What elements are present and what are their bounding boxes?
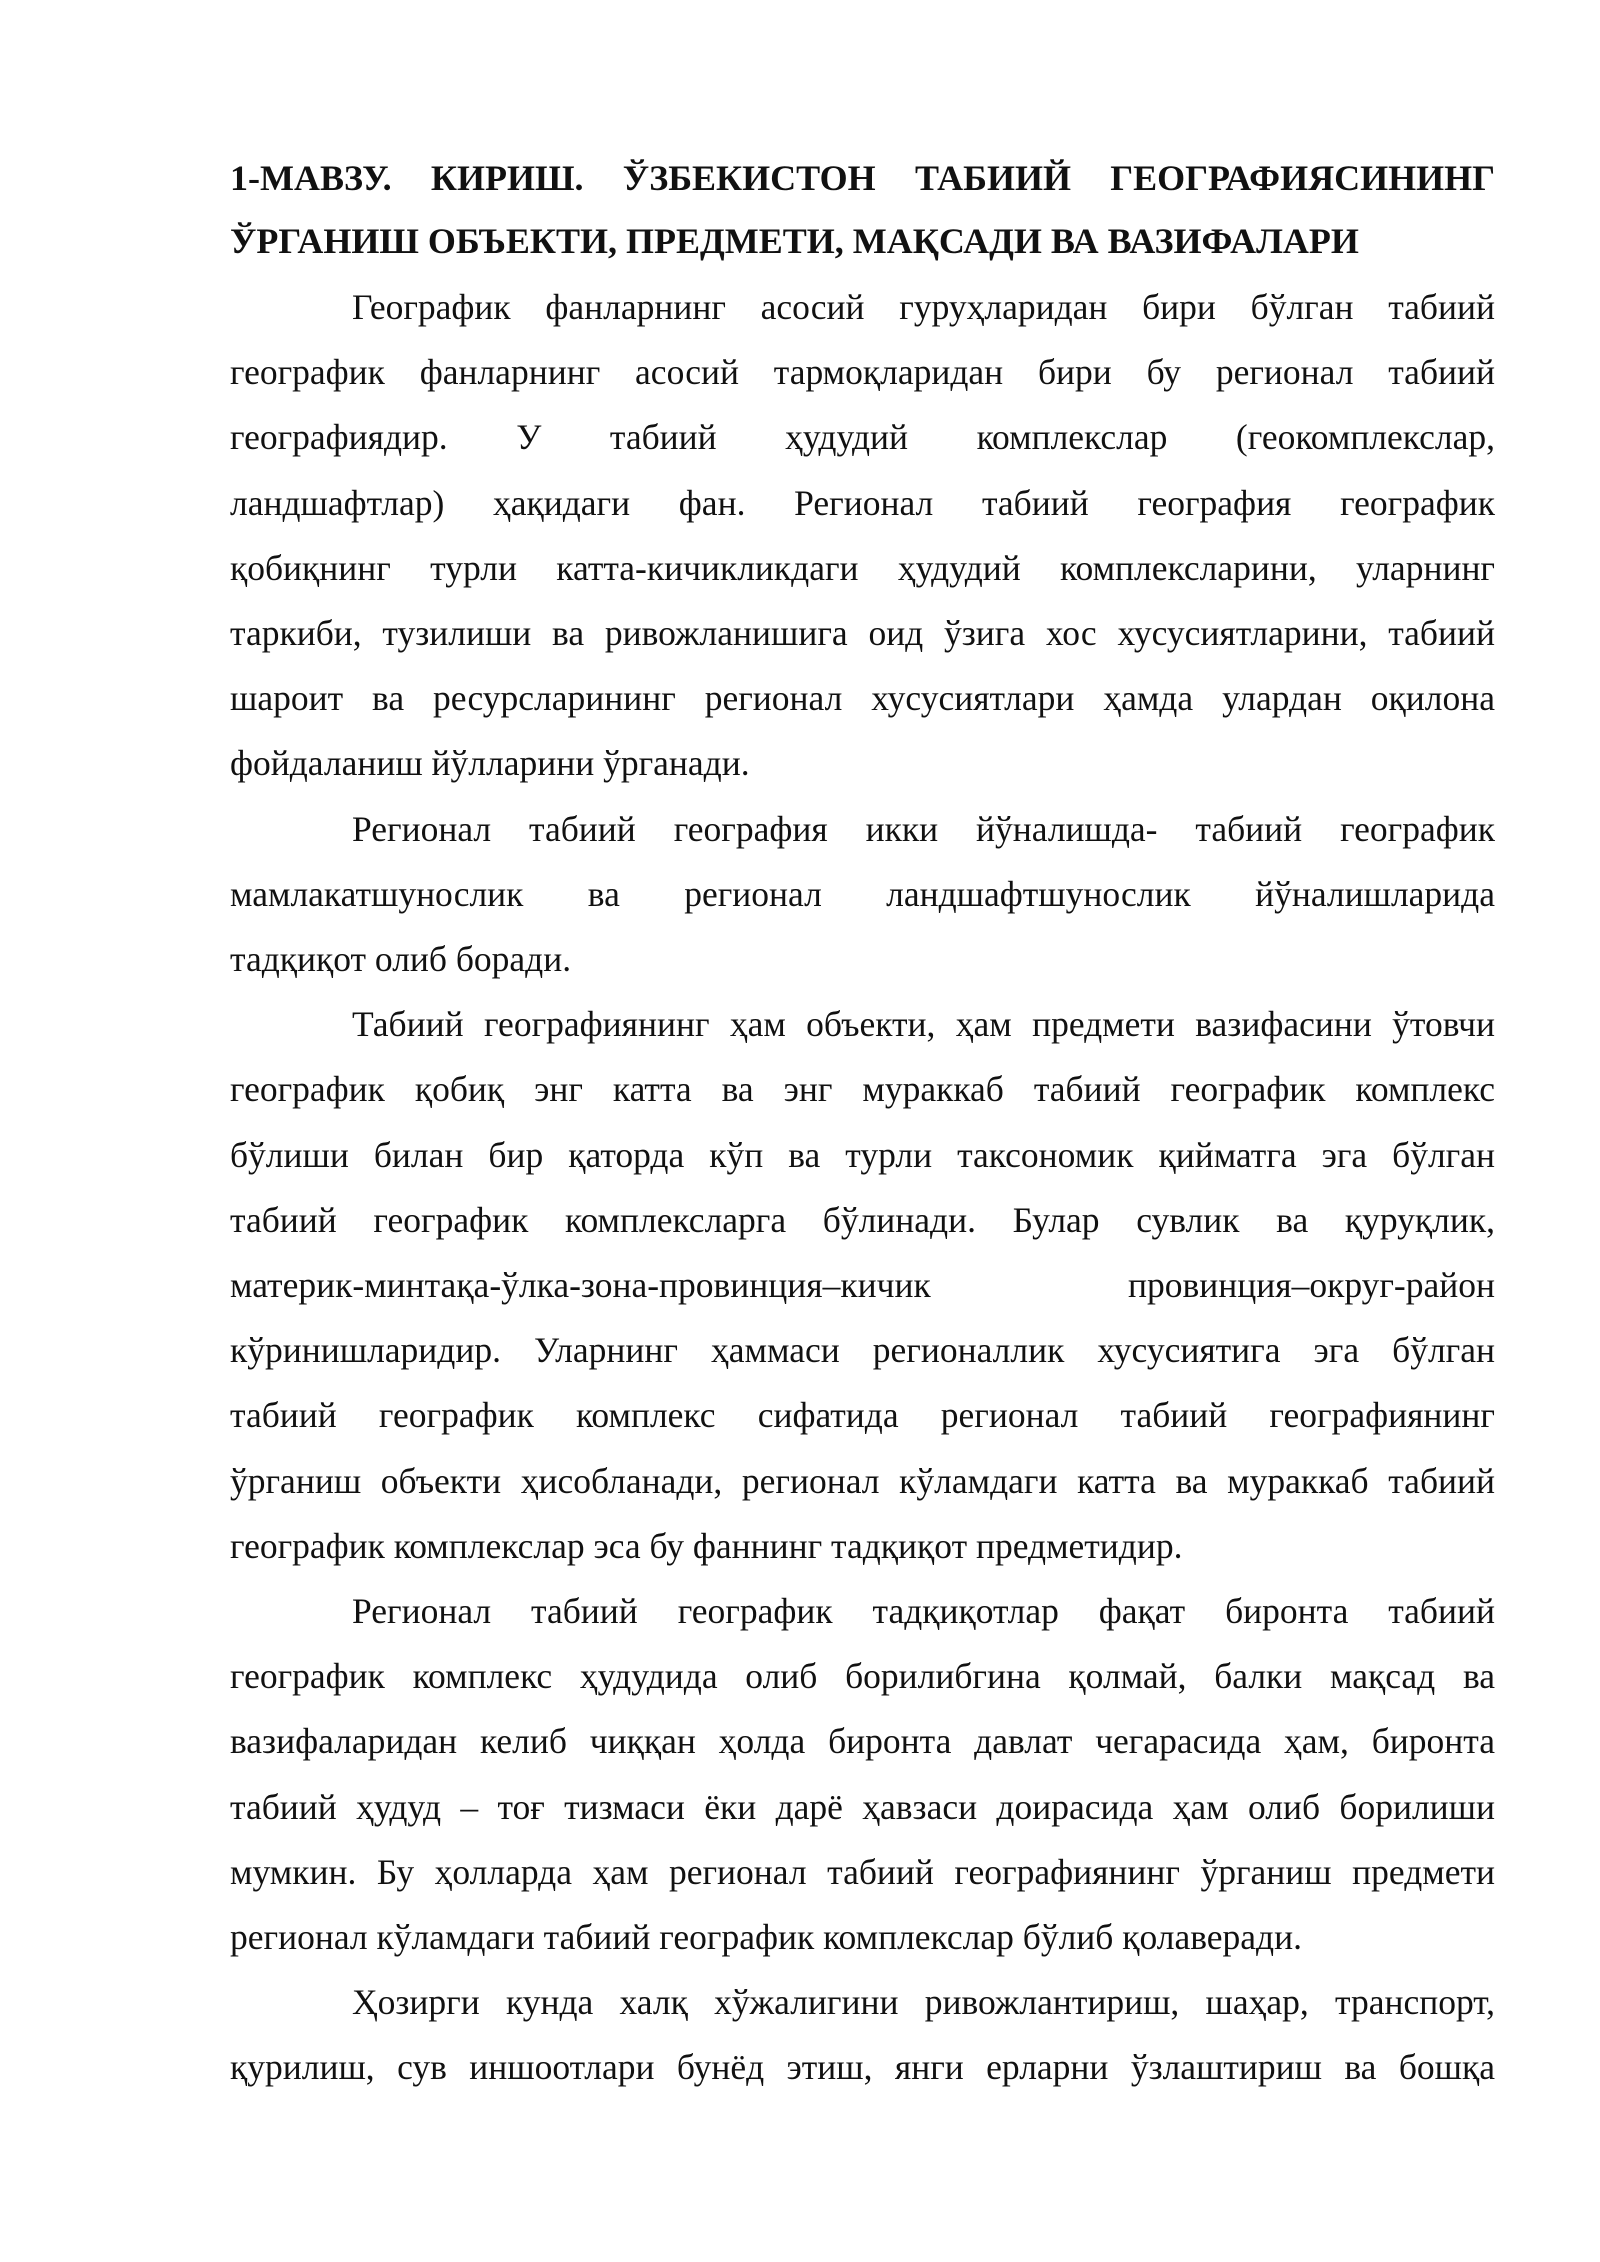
paragraph-line: ландшафтлар) ҳақидаги фан. Регионал табиий география географик: [230, 482, 1495, 523]
paragraph-line: географик фанларнинг асосий тармоқларидан бири бу регионал табиий: [230, 352, 1495, 393]
paragraph-line: табиий географик комплексларга бўлинади. Булар сувлик ва қуруқлик,: [230, 1199, 1495, 1240]
paragraph-line: материк-минтақа-ўлка-зона-провинция–кичик провинция–округ-район: [230, 1265, 1495, 1306]
title-line-2: ЎРГАНИШ ОБЪЕКТИ, ПРЕДМЕТИ, МАҚСАДИ ВА ВАЗИФАЛАРИ: [230, 221, 1359, 261]
paragraph-line: шароит ва ресурсларининг регионал хусусиятлари ҳамда улардан оқилона: [230, 678, 1495, 719]
paragraph-line: Ҳозирги кунда халқ хўжалигини ривожлантириш, шаҳар, транспорт,: [352, 1982, 1495, 2023]
paragraph-line: қурилиш, сув иншоотлари бунёд этиш, янги ерларни ўзлаштириш ва бошқа: [230, 2047, 1495, 2088]
paragraph-3: [230, 992, 1495, 1579]
paragraph-line: географиядир. У табиий ҳудудий комплекслар (геокомплекслар,: [230, 417, 1495, 458]
paragraph-line: бўлиши билан бир қаторда кўп ва турли таксономик қийматга эга бўлган: [230, 1134, 1495, 1175]
paragraph-line: ўрганиш объекти ҳисобланади, регионал кўламдаги катта ва мураккаб табиий: [230, 1460, 1495, 1501]
paragraph-line: таркиби, тузилиши ва ривожланишига оид ўзига хос хусусиятларини, табиий: [230, 613, 1495, 654]
paragraph-line: қобиқнинг турли катта-кичикликдаги ҳудудий комплексларини, уларнинг: [230, 547, 1495, 588]
paragraph-line: кўринишларидир. Уларнинг ҳаммаси регионаллик хусусиятига эга бўлган: [230, 1330, 1495, 1371]
paragraph-line: Географик фанларнинг асосий гуруҳларидан бири бўлган табиий: [352, 287, 1495, 327]
document-title: [230, 147, 1495, 273]
paragraph-line: табиий ҳудуд – тоғ тизмаси ёки дарё ҳавзаси доирасида ҳам олиб борилиши: [230, 1786, 1495, 1827]
paragraph-line: географик комплекс ҳудудида олиб борилибгина қолмай, балки мақсад ва: [230, 1656, 1495, 1697]
paragraph-line: Регионал табиий география икки йўналишда- табиий географик: [352, 808, 1495, 849]
paragraph-line: географик комплекслар эса бу фаннинг тадқиқот предметидир.: [230, 1525, 1183, 1566]
paragraph-line: табиий географик комплекс сифатида регионал табиий географиянинг: [230, 1395, 1495, 1436]
paragraph-line: вазифаларидан келиб чиққан ҳолда биронта давлат чегарасида ҳам, биронта: [230, 1721, 1495, 1762]
document-body: [230, 147, 1495, 2101]
paragraph-5: [230, 1970, 1495, 2100]
paragraph-line: регионал кўламдаги табиий географик комплекслар бўлиб қолаверади.: [230, 1917, 1302, 1958]
paragraph-line: мумкин. Бу ҳолларда ҳам регионал табиий географиянинг ўрганиш предмети: [230, 1851, 1495, 1892]
paragraph-line: мамлакатшунослик ва регионал ландшафтшунослик йўналишларида: [230, 873, 1495, 914]
paragraph-line: Регионал табиий географик тадқиқотлар фақат биронта табиий: [352, 1591, 1495, 1632]
paragraph-2: [230, 797, 1495, 993]
paragraph-4: [230, 1579, 1495, 1970]
paragraph-line: фойдаланиш йўлларини ўрганади.: [230, 743, 750, 784]
paragraph-line: тадқиқот олиб боради.: [230, 939, 572, 980]
paragraph-line: Табиий географиянинг ҳам объекти, ҳам предмети вазифасини ўтовчи: [352, 1004, 1495, 1045]
title-line-1: 1-МАВЗУ. КИРИШ. ЎЗБЕКИСТОН ТАБИИЙ ГЕОГРАФИЯСИНИНГ: [230, 158, 1495, 198]
paragraph-line: географик қобиқ энг катта ва энг мураккаб табиий географик комплекс: [230, 1069, 1495, 1110]
paragraph-1: [230, 275, 1495, 797]
